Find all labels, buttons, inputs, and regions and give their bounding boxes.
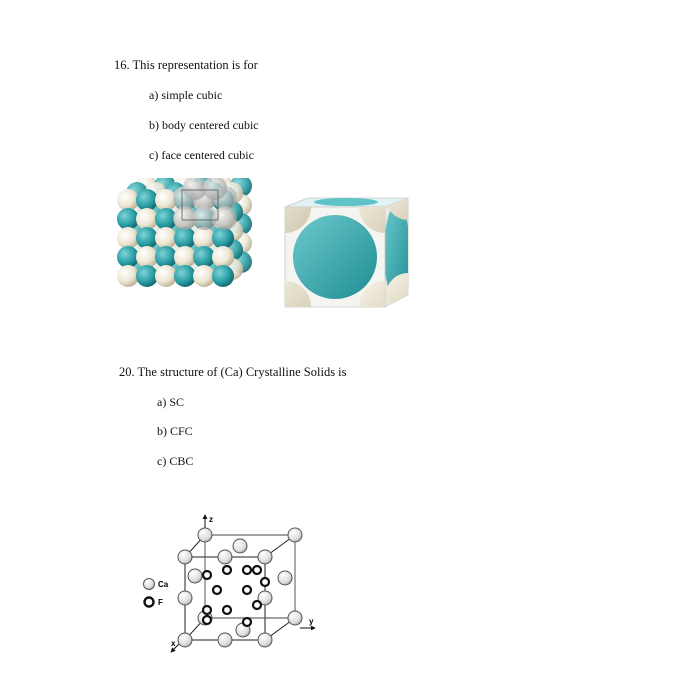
legend-f-label: F bbox=[158, 598, 163, 607]
legend-f-symbol bbox=[145, 598, 154, 607]
f-atom bbox=[243, 586, 251, 594]
ca-atom bbox=[288, 528, 302, 542]
ca-atom bbox=[178, 633, 192, 647]
legend bbox=[144, 579, 169, 608]
f-atom bbox=[253, 601, 261, 609]
q20-option-c[interactable]: c) CBC bbox=[157, 454, 194, 468]
f-atom bbox=[213, 586, 221, 594]
q20-option-b[interactable]: b) CFC bbox=[157, 424, 193, 438]
q16-option-c[interactable]: c) face centered cubic bbox=[149, 148, 254, 162]
fcc-sphere-lattice-image bbox=[110, 178, 270, 313]
caf2-crystal-structure-diagram bbox=[135, 510, 335, 660]
question-16: 16. This representation is for bbox=[114, 58, 258, 72]
f-atom bbox=[243, 618, 251, 626]
f-atom bbox=[253, 566, 261, 574]
f-atom bbox=[203, 616, 211, 624]
f-atom bbox=[203, 606, 211, 614]
axis-x-label: x bbox=[171, 639, 176, 648]
f-atom bbox=[203, 571, 211, 579]
ca-atom bbox=[258, 633, 272, 647]
f-atom bbox=[223, 606, 231, 614]
f-atom bbox=[223, 566, 231, 574]
q20-option-a[interactable]: a) SC bbox=[157, 395, 184, 409]
legend-ca-symbol bbox=[144, 579, 155, 590]
ca-atom bbox=[198, 528, 212, 542]
ca-atom bbox=[278, 571, 292, 585]
axis-z-label: z bbox=[209, 515, 213, 524]
fcc-unit-cell-image bbox=[280, 195, 415, 315]
ca-atom bbox=[233, 539, 247, 553]
ca-atom bbox=[178, 591, 192, 605]
f-atom bbox=[243, 566, 251, 574]
ca-atom bbox=[188, 569, 202, 583]
axis-y-label: y bbox=[309, 617, 314, 626]
ca-atom bbox=[178, 550, 192, 564]
ca-atom bbox=[218, 550, 232, 564]
q16-option-a[interactable]: a) simple cubic bbox=[149, 88, 223, 102]
ca-atom bbox=[258, 550, 272, 564]
ca-atom bbox=[288, 611, 302, 625]
question-20: 20. The structure of (Ca) Crystalline Solids is bbox=[119, 365, 347, 379]
f-atom bbox=[261, 578, 269, 586]
q16-option-b[interactable]: b) body centered cubic bbox=[149, 118, 259, 132]
ca-atom bbox=[218, 633, 232, 647]
legend-ca-label: Ca bbox=[158, 580, 169, 589]
